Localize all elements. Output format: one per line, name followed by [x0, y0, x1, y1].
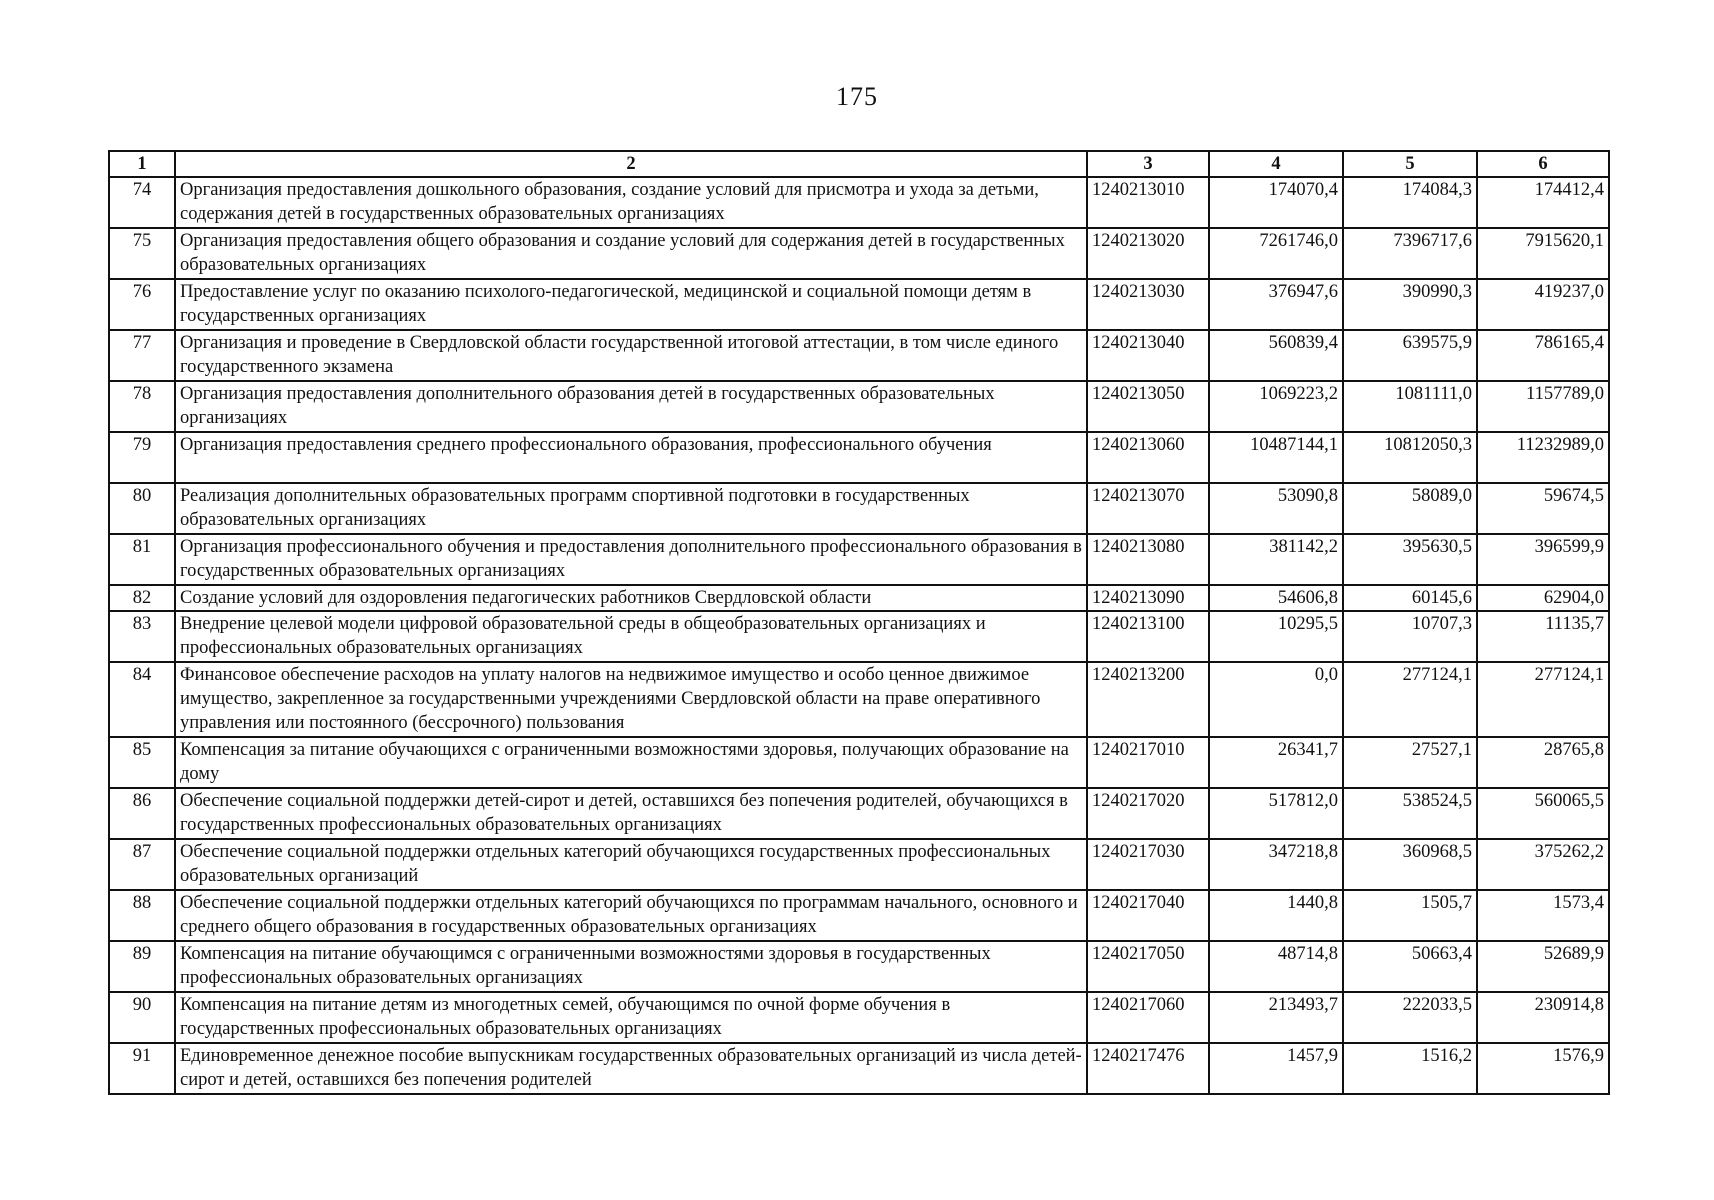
description-cell: Предоставление услуг по оказанию психолого-педагогической, медицинской и социальной помощи детям в государственных организациях	[175, 279, 1087, 330]
table-row	[109, 737, 1609, 788]
row-number-cell: 74	[109, 177, 175, 228]
table-row	[109, 177, 1609, 228]
row-number-cell: 91	[109, 1043, 175, 1094]
value-col-6-cell: 277124,1	[1477, 662, 1609, 737]
value-col-4-cell: 1069223,2	[1209, 381, 1343, 432]
value-col-6-cell: 230914,8	[1477, 992, 1609, 1043]
value-col-4-cell: 7261746,0	[1209, 228, 1343, 279]
value-col-4-cell: 381142,2	[1209, 534, 1343, 585]
value-col-6-cell: 52689,9	[1477, 941, 1609, 992]
row-number-cell: 82	[109, 585, 175, 611]
row-number-cell: 83	[109, 611, 175, 662]
row-number-cell: 75	[109, 228, 175, 279]
value-col-4-cell: 347218,8	[1209, 839, 1343, 890]
code-cell: 1240213040	[1087, 330, 1209, 381]
description-cell: Финансовое обеспечение расходов на уплату налогов на недвижимое имущество и особо ценное движимое имущество, закрепленное за государственными учреждениями Свердловской области на праве оперативного управления или постоянного (бессрочного) пользования	[175, 662, 1087, 737]
table-row	[109, 992, 1609, 1043]
code-cell: 1240213050	[1087, 381, 1209, 432]
description-cell: Организация предоставления дошкольного образования, создание условий для присмотра и ухода за детьми, содержания детей в государственных образовательных организациях	[175, 177, 1087, 228]
value-col-4-cell: 10295,5	[1209, 611, 1343, 662]
value-col-5-cell: 222033,5	[1343, 992, 1477, 1043]
row-number-cell: 87	[109, 839, 175, 890]
value-col-6-cell: 174412,4	[1477, 177, 1609, 228]
value-col-6-cell: 1157789,0	[1477, 381, 1609, 432]
description-cell: Единовременное денежное пособие выпускникам государственных образовательных организаций из числа детей-сирот и детей, оставшихся без попечения родителей	[175, 1043, 1087, 1094]
value-col-4-cell: 0,0	[1209, 662, 1343, 737]
description-cell: Организация профессионального обучения и предоставления дополнительного профессионального образования в государственных образовательных организациях	[175, 534, 1087, 585]
value-col-6-cell: 419237,0	[1477, 279, 1609, 330]
value-col-5-cell: 390990,3	[1343, 279, 1477, 330]
table-row	[109, 228, 1609, 279]
value-col-5-cell: 10812050,3	[1343, 432, 1477, 483]
value-col-5-cell: 50663,4	[1343, 941, 1477, 992]
value-col-4-cell: 560839,4	[1209, 330, 1343, 381]
table-row	[109, 788, 1609, 839]
row-number-cell: 80	[109, 483, 175, 534]
table-row	[109, 432, 1609, 483]
code-cell: 1240213020	[1087, 228, 1209, 279]
code-cell: 1240213200	[1087, 662, 1209, 737]
header-row	[109, 151, 1609, 177]
code-cell: 1240217020	[1087, 788, 1209, 839]
value-col-6-cell: 59674,5	[1477, 483, 1609, 534]
description-cell: Организация и проведение в Свердловской области государственной итоговой аттестации, в том числе единого государственного экзамена	[175, 330, 1087, 381]
value-col-6-cell: 396599,9	[1477, 534, 1609, 585]
description-cell: Организация предоставления дополнительного образования детей в государственных образовательных организациях	[175, 381, 1087, 432]
value-col-4-cell: 26341,7	[1209, 737, 1343, 788]
value-col-6-cell: 560065,5	[1477, 788, 1609, 839]
row-number-cell: 88	[109, 890, 175, 941]
header-col-5: 5	[1343, 151, 1477, 177]
description-cell: Реализация дополнительных образовательных программ спортивной подготовки в государственных образовательных организациях	[175, 483, 1087, 534]
row-number-cell: 79	[109, 432, 175, 483]
code-cell: 1240217476	[1087, 1043, 1209, 1094]
code-cell: 1240217050	[1087, 941, 1209, 992]
value-col-5-cell: 58089,0	[1343, 483, 1477, 534]
value-col-5-cell: 360968,5	[1343, 839, 1477, 890]
header-col-1: 1	[109, 151, 175, 177]
value-col-4-cell: 376947,6	[1209, 279, 1343, 330]
table-row	[109, 611, 1609, 662]
table-row	[109, 890, 1609, 941]
code-cell: 1240213100	[1087, 611, 1209, 662]
value-col-5-cell: 639575,9	[1343, 330, 1477, 381]
code-cell: 1240217030	[1087, 839, 1209, 890]
code-cell: 1240217060	[1087, 992, 1209, 1043]
value-col-6-cell: 11232989,0	[1477, 432, 1609, 483]
value-col-6-cell: 7915620,1	[1477, 228, 1609, 279]
table-row	[109, 381, 1609, 432]
value-col-5-cell: 27527,1	[1343, 737, 1477, 788]
row-number-cell: 90	[109, 992, 175, 1043]
value-col-4-cell: 517812,0	[1209, 788, 1343, 839]
value-col-4-cell: 1457,9	[1209, 1043, 1343, 1094]
table-row	[109, 941, 1609, 992]
value-col-4-cell: 10487144,1	[1209, 432, 1343, 483]
row-number-cell: 76	[109, 279, 175, 330]
value-col-6-cell: 375262,2	[1477, 839, 1609, 890]
row-number-cell: 78	[109, 381, 175, 432]
description-cell: Обеспечение социальной поддержки отдельных категорий обучающихся по программам начального, основного и среднего общего образования в государственных образовательных организациях	[175, 890, 1087, 941]
description-cell: Компенсация на питание детям из многодетных семей, обучающимся по очной форме обучения в государственных профессиональных образовательных организациях	[175, 992, 1087, 1043]
value-col-5-cell: 277124,1	[1343, 662, 1477, 737]
row-number-cell: 85	[109, 737, 175, 788]
table-row	[109, 585, 1609, 611]
header-col-2: 2	[175, 151, 1087, 177]
value-col-4-cell: 174070,4	[1209, 177, 1343, 228]
description-cell: Создание условий для оздоровления педагогических работников Свердловской области	[175, 585, 1087, 611]
table-body	[109, 177, 1609, 1094]
value-col-5-cell: 1505,7	[1343, 890, 1477, 941]
description-cell: Обеспечение социальной поддержки детей-сирот и детей, оставшихся без попечения родителей, обучающихся в государственных профессиональных образовательных организациях	[175, 788, 1087, 839]
value-col-4-cell: 54606,8	[1209, 585, 1343, 611]
code-cell: 1240217040	[1087, 890, 1209, 941]
table-row	[109, 330, 1609, 381]
row-number-cell: 86	[109, 788, 175, 839]
value-col-5-cell: 10707,3	[1343, 611, 1477, 662]
budget-table	[108, 150, 1610, 1095]
value-col-5-cell: 395630,5	[1343, 534, 1477, 585]
code-cell: 1240213060	[1087, 432, 1209, 483]
value-col-5-cell: 7396717,6	[1343, 228, 1477, 279]
value-col-6-cell: 62904,0	[1477, 585, 1609, 611]
description-cell: Компенсация на питание обучающимся с ограниченными возможностями здоровья в государственных профессиональных образовательных организациях	[175, 941, 1087, 992]
value-col-5-cell: 538524,5	[1343, 788, 1477, 839]
header-col-4: 4	[1209, 151, 1343, 177]
description-cell: Компенсация за питание обучающихся с ограниченными возможностями здоровья, получающих образование на дому	[175, 737, 1087, 788]
table-row	[109, 839, 1609, 890]
header-col-3: 3	[1087, 151, 1209, 177]
value-col-4-cell: 48714,8	[1209, 941, 1343, 992]
code-cell: 1240213030	[1087, 279, 1209, 330]
row-number-cell: 84	[109, 662, 175, 737]
value-col-6-cell: 1573,4	[1477, 890, 1609, 941]
code-cell: 1240217010	[1087, 737, 1209, 788]
description-cell: Организация предоставления общего образования и создание условий для содержания детей в государственных образовательных организациях	[175, 228, 1087, 279]
value-col-6-cell: 1576,9	[1477, 1043, 1609, 1094]
code-cell: 1240213010	[1087, 177, 1209, 228]
value-col-5-cell: 1081111,0	[1343, 381, 1477, 432]
value-col-6-cell: 11135,7	[1477, 611, 1609, 662]
value-col-6-cell: 786165,4	[1477, 330, 1609, 381]
description-cell: Организация предоставления среднего профессионального образования, профессионального обучения	[175, 432, 1087, 483]
value-col-4-cell: 53090,8	[1209, 483, 1343, 534]
table-row	[109, 662, 1609, 737]
table-row	[109, 1043, 1609, 1094]
code-cell: 1240213080	[1087, 534, 1209, 585]
table-row	[109, 483, 1609, 534]
value-col-5-cell: 1516,2	[1343, 1043, 1477, 1094]
description-cell: Обеспечение социальной поддержки отдельных категорий обучающихся государственных профессиональных образовательных организаций	[175, 839, 1087, 890]
row-number-cell: 77	[109, 330, 175, 381]
value-col-4-cell: 213493,7	[1209, 992, 1343, 1043]
description-cell: Внедрение целевой модели цифровой образовательной среды в общеобразовательных организациях и профессиональных образовательных организациях	[175, 611, 1087, 662]
code-cell: 1240213090	[1087, 585, 1209, 611]
page-number: 175	[836, 82, 878, 111]
value-col-5-cell: 60145,6	[1343, 585, 1477, 611]
header-col-6: 6	[1477, 151, 1609, 177]
value-col-5-cell: 174084,3	[1343, 177, 1477, 228]
code-cell: 1240213070	[1087, 483, 1209, 534]
row-number-cell: 89	[109, 941, 175, 992]
table-row	[109, 279, 1609, 330]
value-col-4-cell: 1440,8	[1209, 890, 1343, 941]
row-number-cell: 81	[109, 534, 175, 585]
table-row	[109, 534, 1609, 585]
value-col-6-cell: 28765,8	[1477, 737, 1609, 788]
